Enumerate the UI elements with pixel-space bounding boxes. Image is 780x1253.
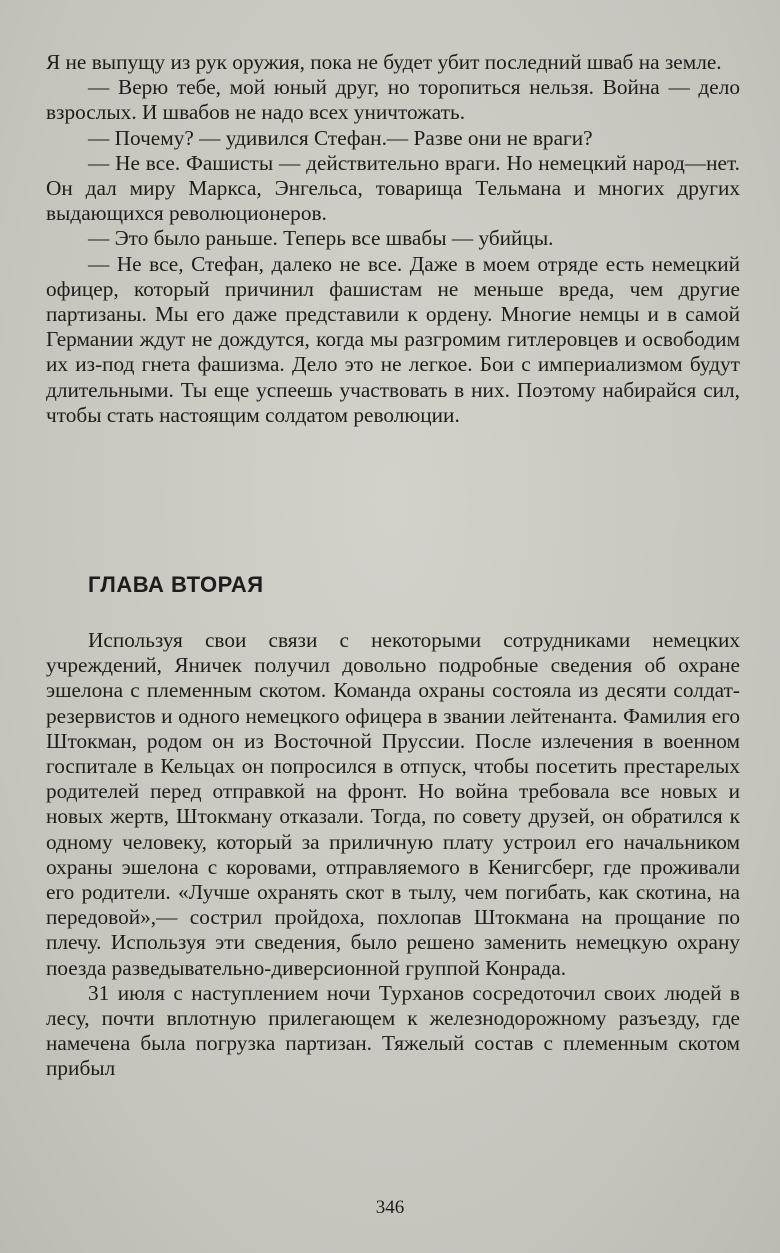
chapter-body [46,628,740,1082]
paragraph: 31 июля с наступлением ночи Турханов сосредоточил своих людей в лесу, почти вплотную прилегающем к железнодорожному разъезду, где намечена была погрузка партизан. Тяжелый состав с племенным скотом прибыл [46,980,740,1081]
chapter-heading: ГЛАВА ВТОРАЯ [88,572,264,597]
paragraph: — Это было раньше. Теперь все швабы — убийцы. [88,226,554,251]
paragraph: — Не все, Стефан, далеко не все. Даже в моем отряде есть немецкий офицер, который причинил фашистам не меньше вреда, чем другие партизаны. Мы его даже представили к ордену. Многие немцы и в самой Германии ждут не дождутся, когда мы разгромим гитлеровцев и освободим их из-под гнета фашизма. Дело это не легкое. Бои с империализмом будут длительными. Ты еще успеешь участвовать в них. Поэтому набирайся сил, чтобы стать настоящим солдатом революции. [46,251,740,427]
page-number: 346 [375,1197,405,1218]
paragraph: Я не выпущу из рук оружия, пока не будет убит последний шваб на земле. [46,50,722,74]
paragraph: — Верю тебе, мой юный друг, но торопиться нельзя. Война — дело взрослых. И швабов не надо всех уничтожать. [46,75,740,125]
paragraph: — Не все. Фашисты — действительно враги. Но немецкий народ—нет. Он дал миру Маркса, Энгельса, товарища Тельмана и многих других выдающихся революционеров. [46,150,740,226]
paragraph: Используя свои связи с некоторыми сотрудниками немецких учреждений, Яничек получил довольно подробные сведения об охране эшелона с племенным скотом. Команда охраны состояла из десяти солдат-резервистов и одного немецкого офицера в звании лейтенанта. Фамилия его Штокман, родом он из Восточной Пруссии. После излечения в военном госпитале в Кельцах он попросился в отпуск, чтобы посетить престарелых родителей перед отправкой на фронт. Но война требовала все новых и новых жертв, Штокману отказали. Тогда, по совету друзей, он обратился к одному человеку, который за приличную плату устроил его начальником охраны эшелона с коровами, отправляемого в Кенигсберг, где проживали его родители. «Лучше охранять скот в тылу, чем погибать, как скотина, на передовой»,— сострил пройдоха, похлопав Штокмана на прощание по плечу. Используя эти сведения, было решено заменить немецкую охрану поезда разведывательно-диверсионной группой Конрада. [46,628,740,980]
paragraph: — Почему? — удивился Стефан.— Разве они не враги? [88,125,593,150]
dialogue-section [46,50,740,428]
